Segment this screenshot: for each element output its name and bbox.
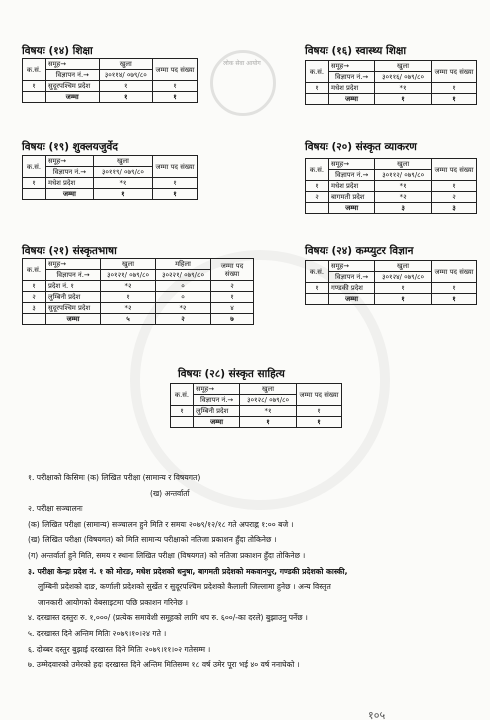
header-open: खुला xyxy=(99,59,152,70)
cell-open: *२ xyxy=(101,303,156,314)
header-open: खुला xyxy=(93,156,152,167)
cell-open: *२ xyxy=(375,192,432,203)
header-ks: क.सं. xyxy=(306,61,329,83)
cell-total: २ xyxy=(432,192,477,203)
cell-place: मधेश प्रदेश xyxy=(329,181,375,192)
cell-total-label: जम्मा xyxy=(329,203,375,214)
table-row xyxy=(306,83,477,94)
header-women: महिला xyxy=(156,259,211,270)
header-total: जम्मा पद संख्या xyxy=(211,259,254,281)
total-row xyxy=(23,314,254,325)
header-ad: विज्ञापन नं.→ xyxy=(46,70,100,81)
cell-sn: १ xyxy=(306,181,329,192)
cell-open: *१ xyxy=(240,406,297,417)
cell-place: सुदूरपश्चिम प्रदेश xyxy=(46,81,100,92)
handwritten-signature: १०५ xyxy=(368,709,386,722)
header-group: समूह→ xyxy=(329,261,375,272)
table-row xyxy=(306,181,477,192)
note-exam-type: १. परीक्षाको किसिमः (क) लिखित परीक्षा (सामान्य र विषयगत) xyxy=(28,473,201,482)
header-open: खुला xyxy=(375,61,432,72)
cell-sum-total: १ xyxy=(153,189,198,200)
header-ks: क.सं. xyxy=(306,261,329,283)
cell-sum-total: १ xyxy=(153,92,198,103)
note-fee: ४. दरखास्त दस्तुरः रु. १,०००/ (प्रत्येक समावेशी समूहको लागि थप रु. ६००/-का दरले) बुझाउनु पर्नेछ । xyxy=(28,613,308,623)
cell-total: १ xyxy=(432,181,477,192)
total-row xyxy=(23,92,198,103)
cell-place: सुदूरपश्चिम प्रदेश xyxy=(46,303,101,314)
cell-sum-total: १ xyxy=(432,94,477,105)
cell-total-label: जम्मा xyxy=(329,294,375,305)
header-ad: विज्ञापन नं.→ xyxy=(46,270,101,281)
table-row xyxy=(23,292,254,303)
cell-total: १ xyxy=(211,292,254,303)
note-centre-line1: ३. परीक्षा केन्द्रः प्रदेश नं. १ को मोरङ, मधेश प्रदेशको धनुषा, बागमती प्रदेशको मकवानपुर, गण्डकी प्रदेशको कास्की, xyxy=(28,566,348,576)
ad-number-women: ३०२२१/ ०७९/८० xyxy=(156,270,211,281)
header-open: खुला xyxy=(240,384,297,395)
ad-number: ३०११६/ ०७९/८० xyxy=(375,72,432,83)
header-total: जम्मा पद संख्या xyxy=(432,159,477,181)
cell-sum-total: १ xyxy=(432,294,477,305)
note-exam-type-b: (ख) अन्तर्वार्ता xyxy=(150,488,190,498)
cell-sum-total: ७ xyxy=(211,314,254,325)
cell-sum-women: २ xyxy=(156,314,211,325)
cell-sum-open: ३ xyxy=(375,203,432,214)
header-ks: क.सं. xyxy=(23,59,46,81)
header-total: जम्मा पद संख्या xyxy=(153,156,198,178)
ad-number: ३०११४/ ०७९/८० xyxy=(99,70,152,81)
header-group: समूह→ xyxy=(46,59,100,70)
header-total: जम्मा पद संख्या xyxy=(297,384,342,406)
cell-total: १ xyxy=(432,83,477,94)
header-ad: विज्ञापन नं.→ xyxy=(46,167,94,178)
subject-28-title: विषयः (२८) संस्कृत साहित्य xyxy=(178,368,285,380)
cell-total: १ xyxy=(432,283,477,294)
cell-place: बागमती प्रदेश xyxy=(329,192,375,203)
cell-total: १ xyxy=(297,406,342,417)
note-conduct-c: (ग) अन्तर्वार्ता हुने मिति, समय र स्थानः लिखित परीक्षा (विषयगत) को नतिजा प्रकाशन हुँदा तोकिनेछ । xyxy=(28,550,306,560)
total-row xyxy=(306,203,477,214)
cell-sum-open: १ xyxy=(375,94,432,105)
cell-sum-open: ५ xyxy=(101,314,156,325)
header-total: जम्मा पद संख्या xyxy=(153,59,198,81)
cell-place: मधेश प्रदेश xyxy=(46,178,94,189)
cell-women: ० xyxy=(156,292,211,303)
cell-sn: १ xyxy=(23,81,46,92)
cell-open: *१ xyxy=(375,181,432,192)
header-group: समूह→ xyxy=(194,384,240,395)
note-conduct-a: (क) लिखित परीक्षा (सामान्य) सञ्चालन हुने मिति र समयः २०७९/१२/१८ गते अपराह्न १:०० बजे । xyxy=(28,519,294,529)
cell-total: ४ xyxy=(211,303,254,314)
cell-place: प्रदेश नं. १ xyxy=(46,281,101,292)
subject-21-table xyxy=(22,258,254,325)
header-open: खुला xyxy=(375,159,432,170)
note-centre-line2: लुम्बिनी प्रदेशको दाङ, कर्णाली प्रदेशको सुर्खेत र सुदूरपश्चिम प्रदेशको कैलाली जिल्लामा हुनेछ । अन्य विस्तृत xyxy=(38,582,331,592)
cell-total-label: जम्मा xyxy=(46,92,100,103)
note-conduct-b: (ख) लिखित परीक्षा (विषयगत) को मिति सामान्य परीक्षाको नतिजा प्रकाशन हुँदा तोकिनेछ । xyxy=(28,535,277,545)
header-open: खुला xyxy=(375,261,432,272)
header-ad: विज्ञापन नं.→ xyxy=(329,272,375,283)
ad-number: ३०१२४/ ०७९/८० xyxy=(375,272,432,283)
cell-open: १ xyxy=(99,81,152,92)
cell-sn: १ xyxy=(23,178,46,189)
subject-21-title: विषयः (२१) संस्कृतभाषा xyxy=(22,245,117,257)
subject-20-table xyxy=(305,158,477,214)
cell-total-label: जम्मा xyxy=(329,94,375,105)
subject-16-table xyxy=(305,60,477,105)
cell-total-label: जम्मा xyxy=(194,417,240,428)
cell-sn: २ xyxy=(306,192,329,203)
cell-sum-open: १ xyxy=(240,417,297,428)
header-group: समूह→ xyxy=(329,159,375,170)
cell-sum-open: १ xyxy=(93,189,152,200)
total-row xyxy=(23,189,198,200)
header-ks: क.सं. xyxy=(23,156,46,178)
subject-19-table xyxy=(22,155,198,200)
header-ad: विज्ञापन नं.→ xyxy=(194,395,240,406)
subject-14-title: विषयः (१४) शिक्षा xyxy=(22,45,93,57)
cell-sum-open: १ xyxy=(99,92,152,103)
total-row xyxy=(171,417,342,428)
cell-open: *१ xyxy=(93,178,152,189)
cell-sn: १ xyxy=(171,406,194,417)
cell-sn: १ xyxy=(306,283,329,294)
table-row xyxy=(23,81,198,92)
subject-19-title: विषयः (१९) शुक्लयजुर्वेद xyxy=(22,141,118,153)
cell-sn: १ xyxy=(306,83,329,94)
cell-sn: १ xyxy=(23,281,46,292)
table-row xyxy=(23,281,254,292)
cell-open: १ xyxy=(101,292,156,303)
header-total: जम्मा पद संख्या xyxy=(432,261,477,283)
table-row xyxy=(306,283,477,294)
cell-place: लुम्बिनी प्रदेश xyxy=(46,292,101,303)
cell-total-label: जम्मा xyxy=(46,314,101,325)
header-ks: क.सं. xyxy=(23,259,46,281)
total-row xyxy=(306,294,477,305)
ad-number: ३०११२/ ०७९/८० xyxy=(375,170,432,181)
subject-20-title: विषयः (२०) संस्कृत व्याकरण xyxy=(305,141,417,153)
cell-women: ० xyxy=(156,281,211,292)
ad-number: ३०११९/ ०७९/८० xyxy=(93,167,152,178)
header-open: खुला xyxy=(101,259,156,270)
header-group: समूह→ xyxy=(46,259,101,270)
header-ks: क.सं. xyxy=(171,384,194,406)
cell-total: १ xyxy=(153,178,198,189)
cell-open: *२ xyxy=(101,281,156,292)
notes-section xyxy=(28,470,473,673)
cell-place: मधेश प्रदेश xyxy=(329,83,375,94)
table-row xyxy=(23,303,254,314)
ad-number-open: ३०१२१/ ०७९/८० xyxy=(101,270,156,281)
header-total: जम्मा पद संख्या xyxy=(432,61,477,83)
cell-total: २ xyxy=(211,281,254,292)
cell-women: *२ xyxy=(156,303,211,314)
cell-place: लुम्बिनी प्रदेश xyxy=(194,406,240,417)
note-double-fee: ६. दोब्बर दस्तुर बुझाई दरखास्त दिने मितिः २०७९।११।०२ गतेसम्म । xyxy=(28,644,211,654)
cell-open: १ xyxy=(375,283,432,294)
subject-28-table xyxy=(170,383,342,428)
cell-sn: ३ xyxy=(23,303,46,314)
cell-sn: २ xyxy=(23,292,46,303)
ad-number: ३०१२८/ ०७९/८० xyxy=(240,395,297,406)
subject-24-table xyxy=(305,260,477,305)
header-ad: विज्ञापन नं.→ xyxy=(329,170,375,181)
cell-sum-open: १ xyxy=(375,294,432,305)
note-age-limit: ७. उम्मेदवारको उमेरको हदः दरखास्त दिने अन्तिम मितिसम्म १८ वर्ष उमेर पूरा भई ४० वर्ष ननाघेको । xyxy=(28,660,300,670)
header-group: समूह→ xyxy=(329,61,375,72)
total-row xyxy=(306,94,477,105)
header-ad: विज्ञापन नं.→ xyxy=(329,72,375,83)
subject-16-title: विषयः (१६) स्वास्थ्य शिक्षा xyxy=(305,45,407,57)
table-row xyxy=(171,406,342,417)
header-group: समूह→ xyxy=(46,156,94,167)
cell-open: *१ xyxy=(375,83,432,94)
cell-sum-total: १ xyxy=(297,417,342,428)
cell-total: १ xyxy=(153,81,198,92)
subject-24-title: विषयः (२४) कम्प्युटर विज्ञान xyxy=(305,245,414,257)
note-centre-line3: जानकारी आयोगको वेबसाइटमा पछि प्रकाशन गरिनेछ । xyxy=(38,597,188,607)
note-deadline: ५. दरखास्त दिने अन्तिम मितिः २०७९।१०।२४ गते । xyxy=(28,628,167,638)
header-ks: क.सं. xyxy=(306,159,329,181)
subject-14-table xyxy=(22,58,198,103)
cell-sum-total: ३ xyxy=(432,203,477,214)
table-row xyxy=(23,178,198,189)
cell-total-label: जम्मा xyxy=(46,189,94,200)
seal-text: लोक सेवा आयोग xyxy=(223,60,261,67)
cell-place: गण्डकी प्रदेश xyxy=(329,283,375,294)
table-row xyxy=(306,192,477,203)
note-conduct-heading: २. परीक्षा सञ्चालनः xyxy=(28,504,83,514)
